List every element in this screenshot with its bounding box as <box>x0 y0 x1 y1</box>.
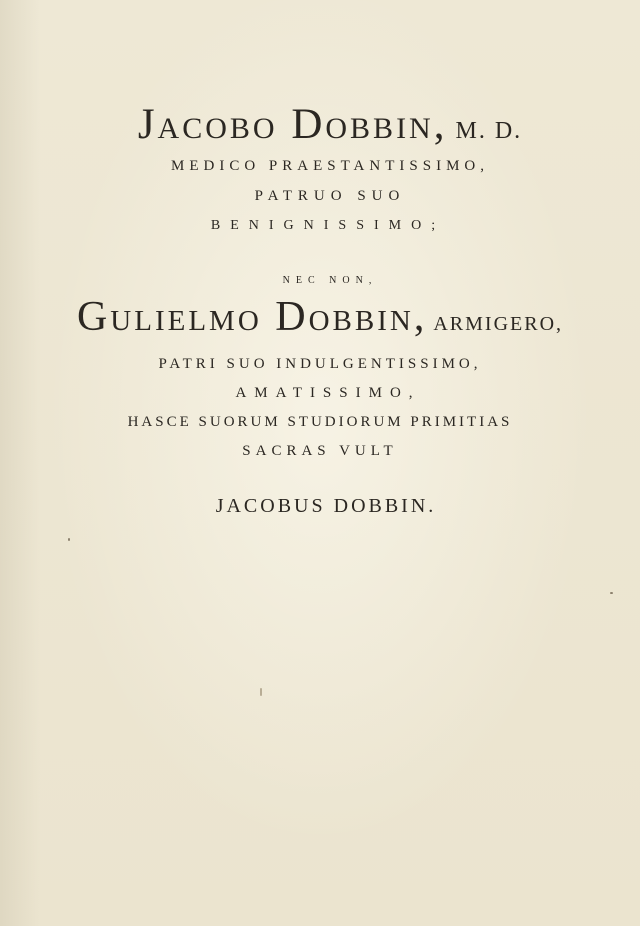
father-relation: PATRI SUO INDULGENTISSIMO, <box>158 356 482 372</box>
paper-speck <box>260 688 262 696</box>
uncle-name: Jacobo Dobbin, <box>137 101 448 148</box>
author-signature: JACOBUS DOBBIN. <box>215 495 437 517</box>
uncle-epithet-2: BENIGNISSIMO; <box>210 218 446 233</box>
father-epithet: AMATISSIMO, <box>235 385 421 401</box>
father-name: Gulielmo Dobbin, <box>76 294 428 340</box>
uncle-relation: PATRUO SUO <box>254 188 406 204</box>
dedicatee-father <box>0 293 640 341</box>
paper-speck <box>68 538 70 541</box>
dedication-verb: SACRAS VULT <box>242 443 398 459</box>
father-title: ARMIGERO, <box>433 313 564 335</box>
paper-speck <box>610 592 613 594</box>
uncle-epithet: MEDICO PRAESTANTISSIMO, <box>171 158 489 174</box>
dedicatee-uncle <box>0 100 640 149</box>
dedication-statement: HASCE SUORUM STUDIORUM PRIMITIAS <box>127 414 513 430</box>
conjunction: NEC NON, <box>282 275 378 286</box>
uncle-title: M. D. <box>455 118 523 144</box>
